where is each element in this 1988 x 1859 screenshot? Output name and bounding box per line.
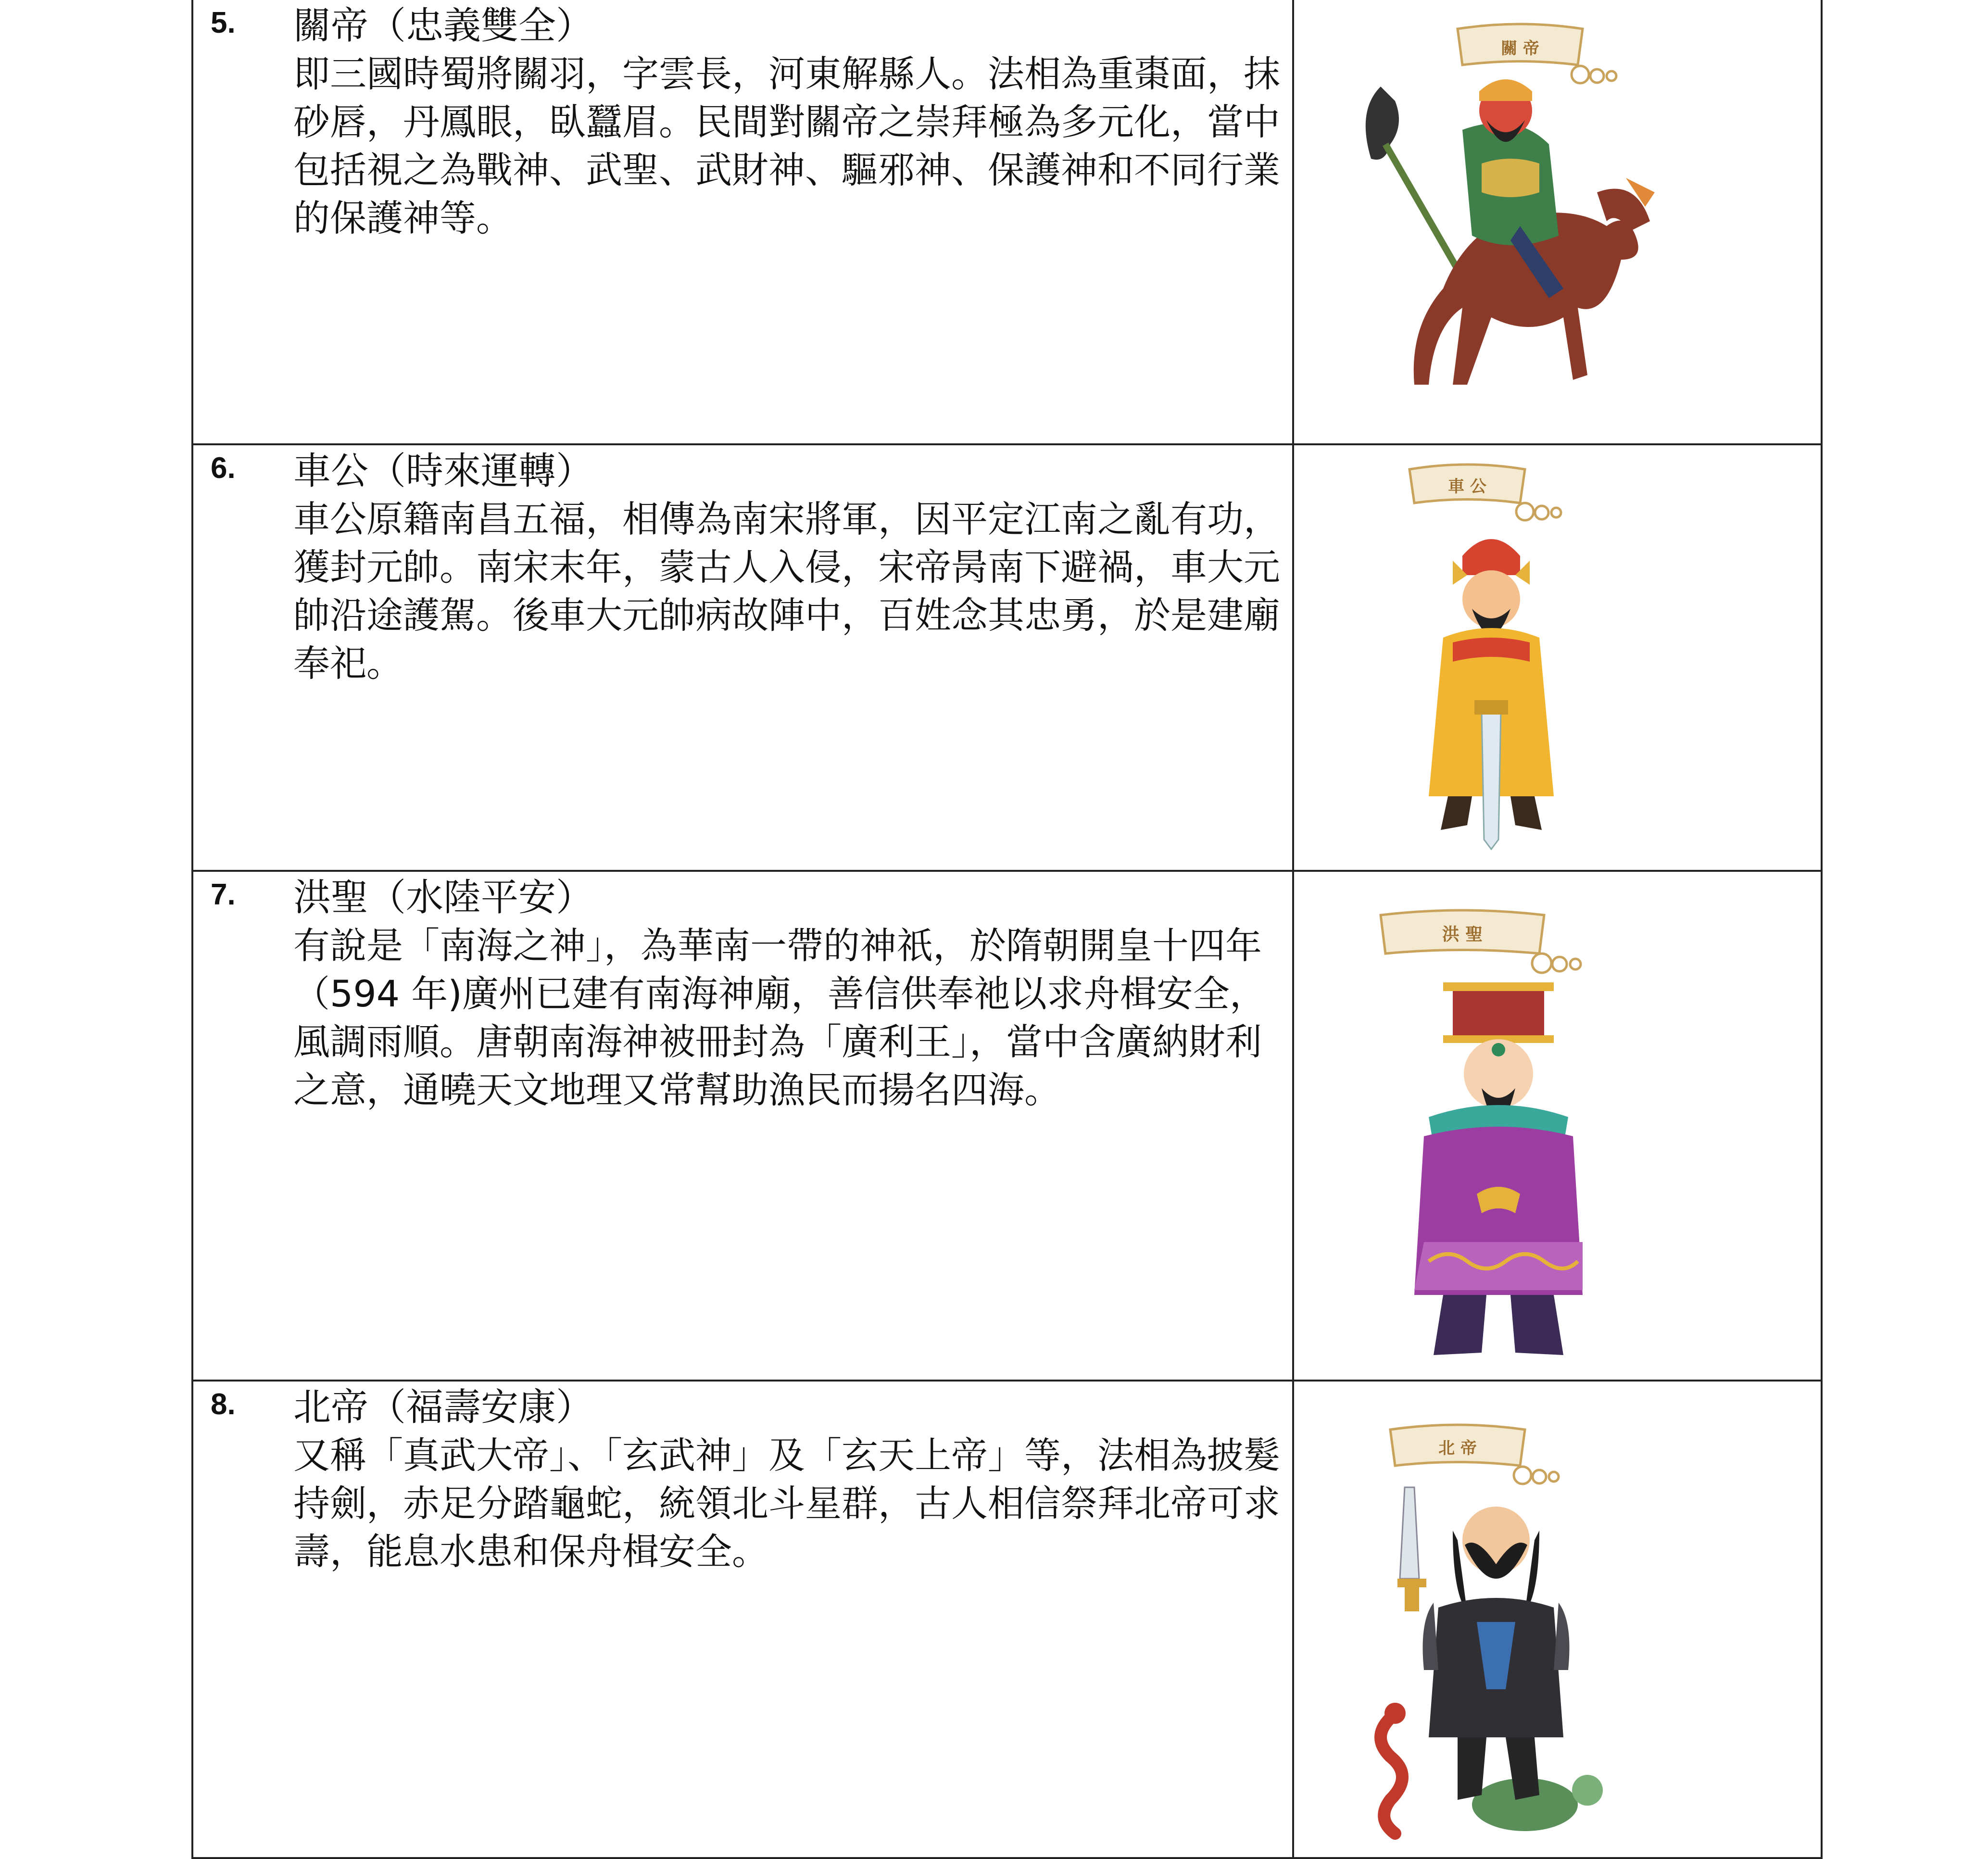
description-line: 之意，通曉天文地理又常幫助漁民而揚名四海。 (293, 1068, 1061, 1111)
entry-heading: 車公（時來運轉） (293, 450, 594, 493)
deity-image-cell (1293, 0, 1822, 444)
entry-description (293, 50, 1280, 242)
entry-number: 7. (211, 878, 236, 911)
entry-heading: 洪聖（水陸平安） (293, 876, 594, 919)
table-row (192, 444, 1822, 871)
description-line: 壽，能息水患和保舟楫安全。 (293, 1530, 768, 1573)
entry-heading: 北帝（福壽安康） (293, 1386, 594, 1429)
banner-label: 北 帝 (1438, 1439, 1477, 1458)
che-gong-illustration (1395, 460, 1607, 854)
banner-label: 關 帝 (1501, 39, 1539, 58)
description-line: 的保護神等。 (293, 197, 513, 239)
table-row (192, 871, 1822, 1381)
description-line: 持劍，赤足分踏龜蛇，統領北斗星群，古人相信祭拜北帝可求 (293, 1482, 1280, 1525)
deity-image-cell (1293, 444, 1822, 871)
description-line: 有說是「南海之神」，為華南一帶的神祇，於隋朝開皇十四年 (293, 924, 1262, 967)
description-line: 即三國時蜀將關羽，字雲長，河東解縣人。法相為重棗面，抹 (293, 52, 1280, 95)
deity-text-cell (192, 444, 1293, 871)
description-line: （594 年)廣州已建有南海神廟，善信供奉祂以求舟楫安全， (293, 972, 1266, 1015)
description-line: 獲封元帥。南宋末年，蒙古人入侵，宋帝昺南下避禍，車大元 (293, 546, 1280, 589)
table-row (192, 0, 1822, 444)
table-row (192, 1381, 1822, 1858)
deity-image-cell (1293, 1381, 1822, 1858)
deity-text-cell (192, 871, 1293, 1381)
banner-label: 車 公 (1448, 477, 1486, 496)
pak-tai-illustration (1361, 1420, 1631, 1843)
entry-number: 6. (211, 452, 236, 485)
description-line: 奉祀。 (293, 642, 403, 685)
entry-description (293, 922, 1265, 1114)
description-line: 砂唇，丹鳳眼，臥蠶眉。民間對關帝之崇拜極為多元化，當中 (293, 100, 1280, 143)
deity-table (191, 0, 1823, 1859)
description-line: 車公原籍南昌五福，相傳為南宋將軍，因平定江南之亂有功， (293, 498, 1280, 540)
description-line: 風調雨順。唐朝南海神被冊封為「廣利王」，當中含廣納財利 (293, 1020, 1262, 1063)
hung-shing-illustration (1371, 905, 1640, 1367)
deity-text-cell (192, 1381, 1293, 1858)
guan-di-illustration (1337, 19, 1664, 423)
description-line: 包括視之為戰神、武聖、武財神、驅邪神、保護神和不同行業 (293, 149, 1280, 191)
banner-label: 洪 聖 (1442, 925, 1483, 944)
entry-number: 8. (211, 1388, 236, 1421)
deity-text-cell (192, 0, 1293, 444)
entry-number: 5. (211, 6, 236, 39)
entry-heading: 關帝（忠義雙全） (293, 4, 594, 48)
entry-description (293, 495, 1280, 688)
deity-image-cell (1293, 871, 1822, 1381)
description-line: 又稱「真武大帝」、「玄武神」及「玄天上帝」等，法相為披髮 (293, 1434, 1280, 1477)
description-line: 帥沿途護駕。後車大元帥病故陣中，百姓念其忠勇，於是建廟 (293, 594, 1280, 637)
entry-description (293, 1432, 1280, 1576)
